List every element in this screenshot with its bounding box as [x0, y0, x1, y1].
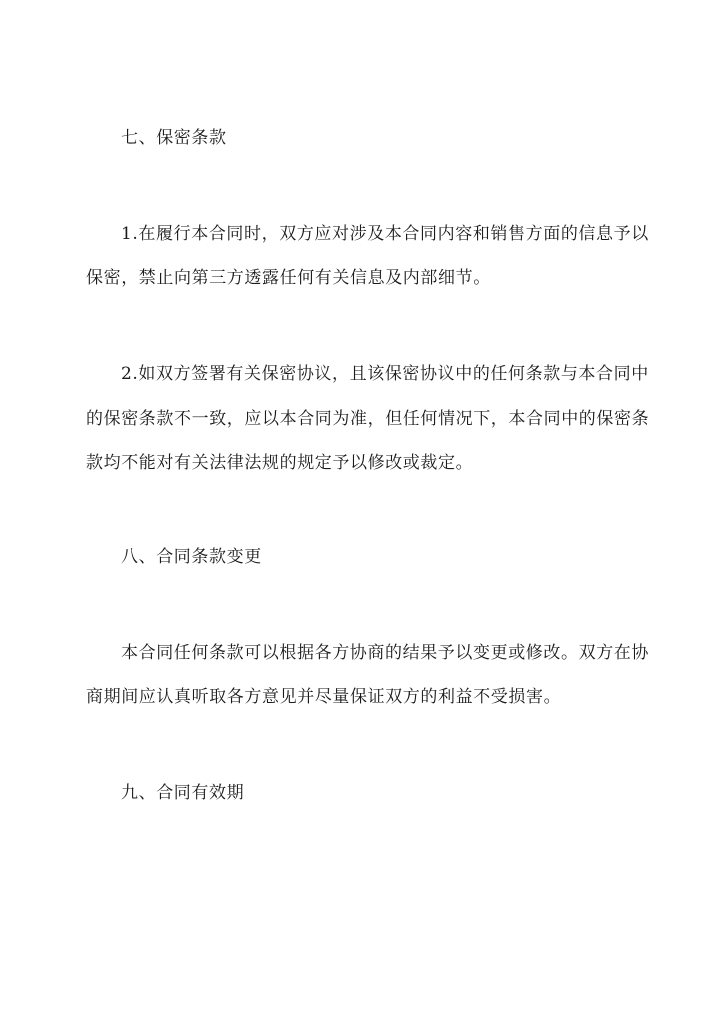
clause-7-1-line-1: 1.在履行本合同时，双方应对涉及本合同内容和销售方面的信息予以 — [121, 224, 649, 244]
section-9-heading: 九、合同有效期 — [121, 783, 245, 803]
clause-7-2-line-2: 的保密条款不一致，应以本合同为准，但任何情况下，本合同中的保密条 — [86, 409, 650, 429]
clause-7-2-line-1: 2.如双方签署有关保密协议，且该保密协议中的任何条款与本合同中 — [121, 364, 649, 384]
section-8-paragraph-line-1: 本合同任何条款可以根据各方协商的结果予以变更或修改。双方在协 — [121, 643, 649, 663]
section-8-heading: 八、合同条款变更 — [121, 547, 262, 567]
section-8-paragraph-line-2: 商期间应认真听取各方意见并尽量保证双方的利益不受损害。 — [86, 687, 562, 707]
clause-7-1-line-2: 保密，禁止向第三方透露任何有关信息及内部细节。 — [86, 268, 491, 288]
clause-7-2-line-3: 款均不能对有关法律法规的规定予以修改或裁定。 — [86, 453, 474, 473]
section-7-heading: 七、保密条款 — [121, 128, 227, 148]
